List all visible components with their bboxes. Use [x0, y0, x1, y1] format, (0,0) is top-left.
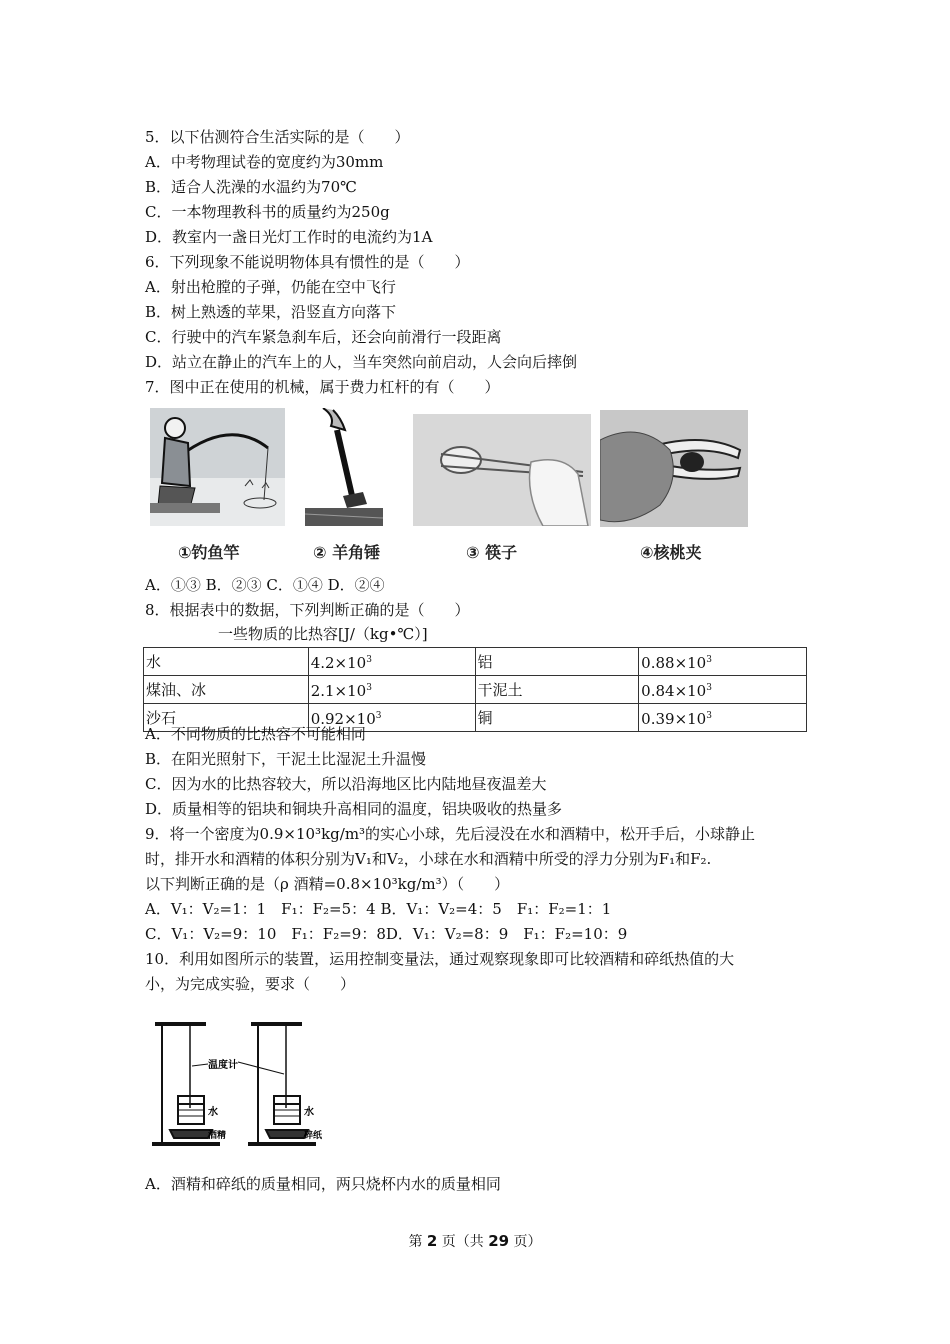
q8-option-a: A．不同物质的比热容不可能相同: [145, 725, 366, 743]
label-paper: 碎纸: [304, 1131, 323, 1141]
q9-stem-line-1: 9．将一个密度为0.9×10³kg/m³的实心小球，先后浸没在水和酒精中，松开手后，小球静止: [145, 825, 756, 843]
q5-option-b: B．适合人洗澡的水温约为70℃: [145, 178, 357, 196]
specific-heat-table: [143, 647, 807, 732]
table-cell: 铝: [475, 648, 639, 676]
table-cell: 水: [144, 648, 309, 676]
q5-stem: 5．以下估测符合生活实际的是（ ）: [145, 128, 410, 146]
q6-stem: 6．下列现象不能说明物体具有惯性的是（ ）: [145, 253, 470, 271]
caption-claw-hammer: ② 羊角锤: [313, 543, 381, 562]
q10-stem-line-1: 10．利用如图所示的装置，运用控制变量法，通过观察现象即可比较酒精和碎纸热值的大: [145, 950, 735, 968]
q8-option-b: B．在阳光照射下，干泥土比湿泥土升温慢: [145, 750, 427, 768]
footer-suffix: 页）: [509, 1234, 542, 1250]
table-cell: $0.88\times 10^3$: [639, 648, 807, 676]
nutcracker-illustration: [600, 410, 748, 527]
fishing-rod-illustration: [150, 408, 285, 526]
table-row: [144, 676, 807, 704]
q5-option-a: A．中考物理试卷的宽度约为30mm: [145, 153, 384, 171]
footer-middle: 页（共: [437, 1234, 489, 1250]
q5-option-d: D．教室内一盏日光灯工作时的电流约为1A: [145, 228, 433, 246]
page-number: 2: [426, 1232, 438, 1250]
q5-option-c: C．一本物理教科书的质量约为250g: [145, 203, 390, 221]
label-alcohol: 酒精: [208, 1131, 227, 1141]
q10-option-a: A．酒精和碎纸的质量相同，两只烧杯内水的质量相同: [145, 1175, 501, 1193]
q9-stem-line-3: 以下判断正确的是（ρ 酒精=0.8×10³kg/m³）（ ）: [145, 875, 510, 893]
table-cell: $0.39\times 10^3$: [639, 704, 807, 732]
table-cell: 沙石: [144, 704, 309, 732]
table-cell: 铜: [475, 704, 639, 732]
q9-options-ab: A．V₁：V₂=1：1 F₁：F₂=5：4 B．V₁：V₂=4：5 F₁：F₂=1：1: [145, 900, 612, 918]
q8-option-c: C．因为水的比热容较大，所以沿海地区比内陆地昼夜温差大: [145, 775, 547, 793]
table-cell: $0.84\times 10^3$: [639, 676, 807, 704]
claw-hammer-illustration: [305, 408, 383, 526]
chopsticks-illustration: [413, 414, 591, 526]
q7-stem: 7．图中正在使用的机械，属于费力杠杆的有（ ）: [145, 378, 500, 396]
q6-option-d: D．站立在静止的汽车上的人，当车突然向前启动，人会向后摔倒: [145, 353, 578, 371]
q9-stem-line-2: 时，排开水和酒精的体积分别为V₁和V₂，小球在水和酒精中所受的浮力分别为F₁和F₂.: [145, 850, 712, 868]
q8-stem: 8．根据表中的数据，下列判断正确的是（ ）: [145, 601, 470, 619]
total-pages: 29: [488, 1232, 510, 1250]
caption-fishing-rod: ①钓鱼竿: [178, 543, 240, 562]
q6-option-a: A．射出枪膛的子弹，仍能在空中飞行: [145, 278, 396, 296]
table-cell: $4.2\times 10^3$: [308, 648, 475, 676]
q7-options: A．①③ B．②③ C．①④ D．②④: [145, 576, 385, 594]
q8-option-d: D．质量相等的铝块和铜块升高相同的温度，铝块吸收的热量多: [145, 800, 563, 818]
table-cell: 干泥土: [475, 676, 639, 704]
table-cell: $0.92\times 10^3$: [308, 704, 475, 732]
q6-option-c: C．行驶中的汽车紧急刹车后，还会向前滑行一段距离: [145, 328, 502, 346]
label-water-right: 水: [304, 1107, 314, 1118]
heating-apparatus-diagram: [150, 1012, 340, 1152]
caption-chopsticks: ③ 筷子: [466, 543, 518, 562]
table-row: [144, 648, 807, 676]
q10-stem-line-2: 小，为完成实验，要求（ ）: [145, 975, 356, 993]
q8-table-title: 一些物质的比热容[J/（kg•℃）]: [218, 625, 428, 643]
table-cell: $2.1\times 10^3$: [308, 676, 475, 704]
q6-option-b: B．树上熟透的苹果，沿竖直方向落下: [145, 303, 397, 321]
table-cell: 煤油、冰: [144, 676, 309, 704]
caption-nutcracker: ④核桃夹: [640, 543, 702, 562]
label-water-left: 水: [208, 1107, 218, 1118]
label-thermometer: 温度计: [208, 1060, 238, 1071]
q9-options-cd: C．V₁：V₂=9：10 F₁：F₂=9：8D．V₁：V₂=8：9 F₁：F₂=10：9: [145, 925, 628, 943]
footer-prefix: 第: [408, 1234, 427, 1250]
page-footer: [0, 1231, 950, 1251]
